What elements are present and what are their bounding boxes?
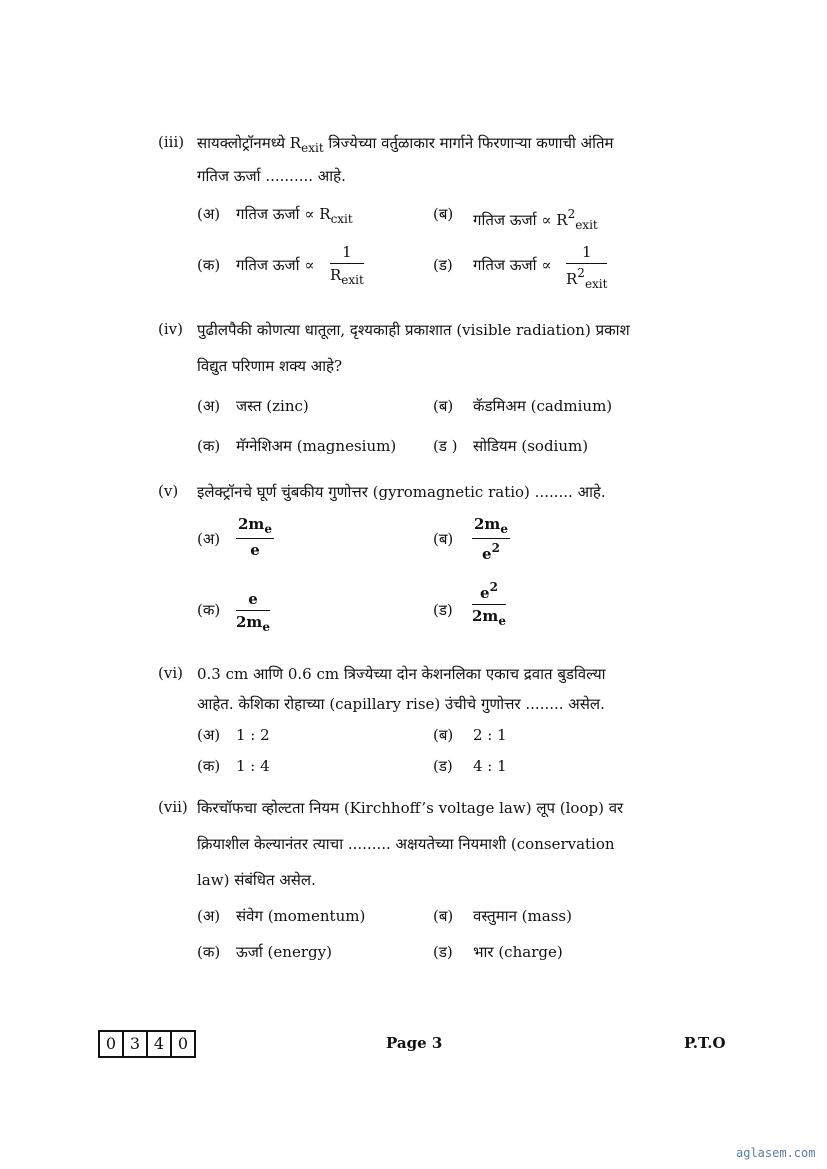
q6-option-a-text: 1 : 2	[236, 726, 270, 744]
q3-option-c-denominator-subscript: exit	[341, 273, 364, 287]
q3-option-d-denominator-superscript: 2	[577, 266, 585, 280]
q3-option-c-fraction	[330, 243, 364, 287]
q5-option-d-label: (ड)	[433, 601, 453, 619]
q3-option-b-subscript: exit	[575, 218, 598, 232]
q4-line2: विद्युत परिणाम शक्य आहे?	[197, 357, 343, 375]
q5-option-c-fraction	[236, 590, 270, 634]
q7-line2: क्रियाशील केल्यानंतर त्याचा ......... अक्षयतेच्या नियमाशी (conservation	[197, 835, 615, 853]
q5-option-b-fraction	[472, 515, 510, 563]
q3-option-d-denominator-base: R	[566, 270, 578, 288]
q5-option-c-denominator-base: 2m	[236, 613, 263, 631]
q7-number: (vii)	[158, 798, 188, 816]
q3-option-d-denominator-subscript: exit	[584, 277, 608, 291]
q3-line1	[197, 133, 614, 158]
q4-option-a-text: जस्त (zinc)	[236, 397, 309, 415]
q5-line1: इलेक्ट्रॉनचे घूर्ण चुंबकीय गुणोत्तर (gyromagnetic ratio) ........ आहे.	[197, 483, 606, 501]
q3-option-b-superscript: 2	[567, 207, 576, 221]
q5-option-d-numerator-superscript: 2	[489, 580, 498, 594]
q6-option-c-text: 1 : 4	[236, 757, 270, 775]
q5-option-c-numerator: e	[248, 590, 258, 608]
q4-option-b-text: कॅडमिअम (cadmium)	[473, 397, 613, 415]
q5-option-d-numerator	[472, 580, 506, 604]
q5-option-b-label: (ब)	[433, 530, 454, 548]
q5-option-b-denominator-superscript: 2	[491, 541, 500, 555]
q3-option-a-subscript: cxit	[330, 212, 353, 226]
q3-option-d-text: गतिज ऊर्जा ∝	[473, 256, 552, 274]
q5-option-c-denominator-subscript: e	[262, 620, 270, 634]
q6-option-a-label: (अ)	[197, 726, 221, 744]
q5-option-a-denominator: e	[250, 541, 260, 559]
paper-code-digit: 0	[100, 1032, 124, 1056]
q7-option-c-text: ऊर्जा (energy)	[236, 943, 332, 961]
q7-option-d-label: (ड)	[433, 943, 453, 961]
q7-line3: law) संबंधित असेल.	[197, 871, 316, 889]
q3-option-b-text: गतिज ऊर्जा ∝ R	[473, 211, 568, 229]
q7-option-c-label: (क)	[197, 943, 221, 961]
q3-option-a-label: (अ)	[197, 205, 221, 223]
q5-option-b-numerator-subscript: e	[500, 522, 508, 536]
q6-option-d-label: (ड)	[433, 757, 453, 775]
q6-option-b-label: (ब)	[433, 726, 454, 744]
watermark: aglasem.com	[736, 1146, 816, 1160]
q5-option-d-numerator-base: e	[480, 584, 490, 602]
q4-option-a-label: (अ)	[197, 397, 221, 415]
q6-option-c-label: (क)	[197, 757, 221, 775]
paper-code-box	[98, 1030, 196, 1058]
q4-option-d-label: (ड )	[433, 437, 458, 455]
q4-option-d-text: सोडियम (sodium)	[473, 437, 589, 455]
q5-option-d-denominator	[472, 605, 506, 628]
q5-option-a-numerator-subscript: e	[264, 522, 272, 536]
q5-number: (v)	[158, 482, 179, 500]
page-number: Page 3	[386, 1034, 443, 1052]
q5-option-a-numerator-base: 2m	[238, 515, 265, 533]
q3-line1-subscript: exit	[301, 141, 324, 155]
q3-option-c-denominator	[330, 264, 364, 287]
q6-number: (vi)	[158, 664, 183, 682]
q3-option-b	[473, 204, 598, 235]
q4-option-b-label: (ब)	[433, 397, 454, 415]
q7-option-a-text: संवेग (momentum)	[236, 907, 366, 925]
q5-option-d-denominator-subscript: e	[498, 614, 506, 628]
q7-option-a-label: (अ)	[197, 907, 221, 925]
q3-option-c-text: गतिज ऊर्जा ∝	[236, 256, 315, 274]
q3-option-d-label: (ड)	[433, 256, 453, 274]
q3-option-b-label: (ब)	[433, 205, 454, 223]
q3-option-c-denominator-base: R	[330, 266, 342, 284]
q5-option-b-denominator-base: e	[482, 545, 492, 563]
q5-option-d-denominator-base: 2m	[472, 607, 499, 625]
q3-line1-part-a: सायक्लोट्रॉनमध्ये R	[197, 134, 302, 152]
q5-option-b-numerator	[472, 515, 510, 538]
pto-label: P.T.O	[684, 1034, 726, 1052]
q7-option-b-label: (ब)	[433, 907, 454, 925]
q6-line2: आहेत. केशिका रोहाच्या (capillary rise) उंचीचे गुणोत्तर ........ असेल.	[197, 695, 605, 713]
q5-option-c-label: (क)	[197, 601, 221, 619]
q3-option-d-numerator: 1	[581, 243, 592, 261]
q6-line1: 0.3 cm आणि 0.6 cm त्रिज्येच्या दोन केशनलिका एकाच द्रवात बुडविल्या	[197, 665, 606, 683]
paper-code-digit: 0	[177, 1034, 189, 1053]
q5-option-c-denominator	[236, 611, 270, 634]
q7-line1: किरचॉफचा व्होल्टता नियम (Kirchhoff’s voltage law) लूप (loop) वर	[197, 799, 624, 817]
q7-option-d-text: भार (charge)	[473, 943, 563, 961]
q4-line1: पुढीलपैकी कोणत्या धातूला, दृश्यकाही प्रकाशात (visible radiation) प्रकाश	[197, 321, 630, 339]
q3-line1-part-b: त्रिज्येच्या वर्तुळाकार मार्गाने फिरणाऱ्या कणाची अंतिम	[323, 134, 614, 152]
q3-number: (iii)	[158, 133, 185, 151]
q3-option-d-denominator	[566, 264, 607, 291]
q3-line2: गतिज ऊर्जा .......... आहे.	[197, 167, 346, 185]
q3-option-a-text: गतिज ऊर्जा ∝ R	[236, 205, 331, 223]
q3-option-c-numerator: 1	[342, 243, 352, 261]
q5-option-b-numerator-base: 2m	[474, 515, 501, 533]
q6-option-b-text: 2 : 1	[473, 726, 507, 744]
q5-option-d-fraction	[472, 580, 506, 628]
q4-number: (iv)	[158, 320, 183, 338]
q5-option-a-fraction	[236, 515, 274, 559]
paper-code-digit: 4	[148, 1032, 172, 1056]
q7-option-b-text: वस्तुमान (mass)	[473, 907, 572, 925]
q5-option-a-numerator	[236, 515, 274, 538]
paper-code-digit: 3	[124, 1032, 148, 1056]
q6-option-d-text: 4 : 1	[473, 757, 507, 775]
q4-option-c-label: (क)	[197, 437, 221, 455]
q5-option-a-label: (अ)	[197, 530, 221, 548]
q5-option-b-denominator	[472, 539, 510, 563]
q3-option-d-fraction	[566, 243, 607, 291]
q3-option-c-label: (क)	[197, 256, 221, 274]
q3-option-a	[236, 204, 353, 229]
q4-option-c-text: मॅग्नेशिअम (magnesium)	[236, 437, 397, 455]
